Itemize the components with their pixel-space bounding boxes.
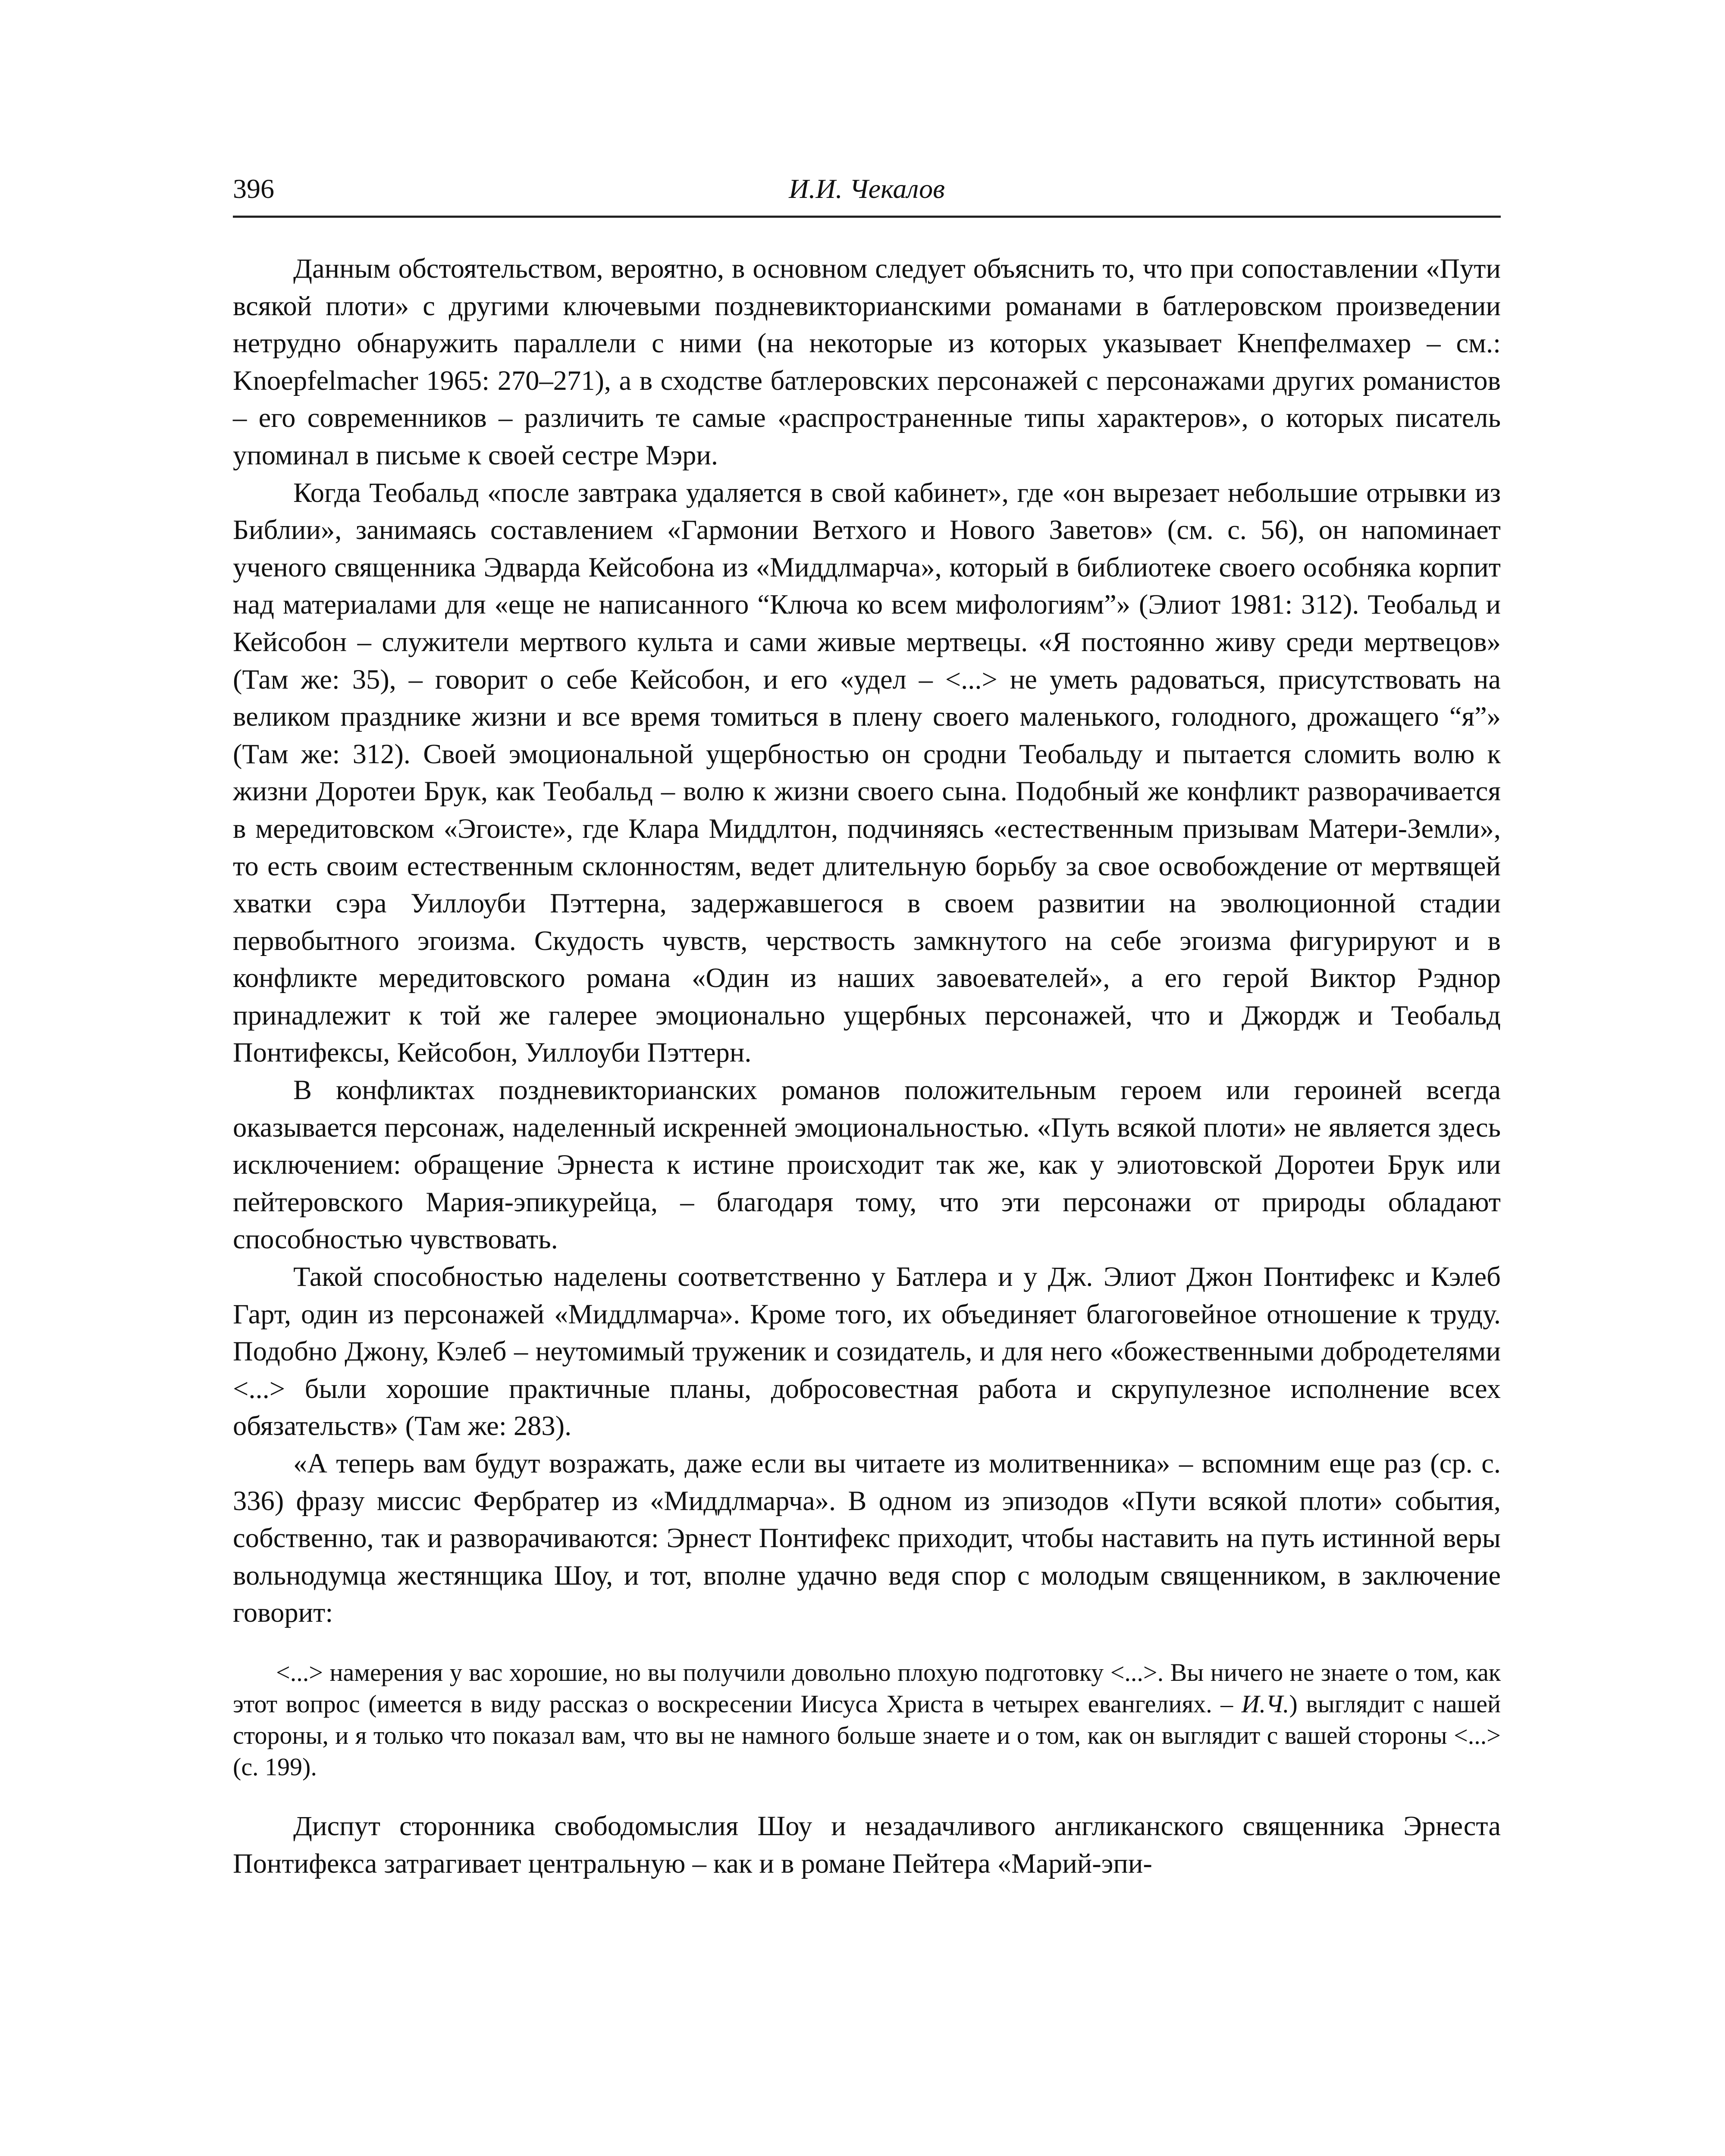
quote-text-after: ) выглядит с нашей стороны, и я только что показал вам, что вы не намного больше знаете и о том, как он выглядит с вашей стороны <...> (с. 199). (233, 1689, 1501, 1781)
paragraph: В конфликтах поздневикторианских романов положительным героем или героиней всегда оказывается персонаж, наделенный искренней эмоциональностью. «Путь всякой плоти» не является здесь исключением: обращение Эрнеста к истине происходит так же, как у элиотовской Доротеи Брук или пейтеровского Мария-эпикурейца, – благодаря тому, что эти персонажи от природы обладают способностью чувствовать. (233, 1075, 1501, 1255)
paragraph: Такой способностью наделены соответственно у Батлера и у Дж. Элиот Джон Понтифекс и Кэлеб Гарт, один из персонажей «Миддлмарча». Кроме того, их объединяет благоговейное отношение к труду. Подобно Джону, Кэлеб – неутомимый труженик и созидатель, и для него «божественными добродетелями <...> были хорошие практичные планы, добросовестная работа и скрупулезное исполнение всех обязательств» (Там же: 283). (233, 1261, 1501, 1442)
quote-initials: И.Ч. (1241, 1689, 1289, 1718)
paragraph: «А теперь вам будут возражать, даже если вы читаете из молитвенника» – вспомним еще раз (ср. с. 336) фразу миссис Фербратер из «Миддлмарча». В одном из эпизодов «Пути всякой плоти» события, собственно, так и разворачиваются: Эрнест Понтифекс приходит, чтобы наставить на путь истинной веры вольнодумца жестянщика Шоу, и тот, вполне удачно ведя спор с молодым священником, в заключение говорит: (233, 1448, 1501, 1628)
running-head: И.И. Чекалов (789, 173, 945, 204)
page-number: 396 (233, 173, 274, 204)
paragraph: Диспут сторонника свободомыслия Шоу и незадачливого англиканского священника Эрнеста Понтифекса затрагивает центральную – как и в романе Пейтера «Марий-эпи- (233, 1810, 1501, 1879)
block-quote (233, 1657, 1501, 1783)
quote-text-before: <...> намерения у вас хорошие, но вы получили довольно плохую подготовку <...>. Вы ничего не знаете о том, как этот вопрос (имеется в виду рассказ о воскресении Иисуса Христа в четырех евангелиях. – (233, 1658, 1501, 1718)
quote-paragraph (233, 1657, 1501, 1783)
body-text (233, 250, 1501, 1882)
paragraph: Данным обстоятельством, вероятно, в основном следует объяснить то, что при сопоставлении «Пути всякой плоти» с другими ключевыми поздневикторианскими романами в батлеровском произведении нетрудно обнаружить параллели с ними (на некоторые из которых указывает Кнепфелмахер – см.: Knoepfelmacher 1965: 270–271), а в сходстве батлеровских персонажей с персонажами других романистов – его современников – различить те самые «распространенные типы характеров», о которых писатель упоминал в письме к своей сестре Мэри. (233, 253, 1501, 470)
paragraph: Когда Теобальд «после завтрака удаляется в свой кабинет», где «он вырезает небольшие отрывки из Библии», занимаясь составлением «Гармонии Ветхого и Нового Заветов» (см. с. 56), он напоминает ученого священника Эдварда Кейсобона из «Миддлмарча», который в библиотеке своего особняка корпит над материалами для «еще не написанного “Ключа ко всем мифологиям”» (Элиот 1981: 312). Теобальд и Кейсобон – служители мертвого культа и сами живые мертвецы. «Я постоянно живу среди мертвецов» (Там же: 35), – говорит о себе Кейсобон, и его «удел – <...> не уметь радоваться, присутствовать на великом празднике жизни и все время томиться в плену своего маленького, голодного, дрожащего “я”» (Там же: 312). Своей эмоциональной ущербностью он сродни Теобальду и пытается сломить волю к жизни Доротеи Брук, как Теобальд – волю к жизни своего сына. Подобный же конфликт разворачивается в мередитовском «Эгоисте», где Клара Миддлтон, подчиняясь «естественным призывам Матери-Земли», то есть своим естественным склонностям, ведет длительную борьбу за свое освобождение от мертвящей хватки сэра Уиллоуби Пэттерна, задержавшегося в своем развитии на эволюционной стадии первобытного эгоизма. Скудость чувств, черствость замкнутого на себе эгоизма фигурируют и в конфликте мередитовского романа «Один из наших завоевателей», а его герой Виктор Рэднор принадлежит к той же галерее эмоционально ущербных персонажей, что и Джордж и Теобальд Понтифексы, Кейсобон, Уиллоуби Пэттерн. (233, 477, 1501, 1068)
page-header (233, 168, 1501, 218)
